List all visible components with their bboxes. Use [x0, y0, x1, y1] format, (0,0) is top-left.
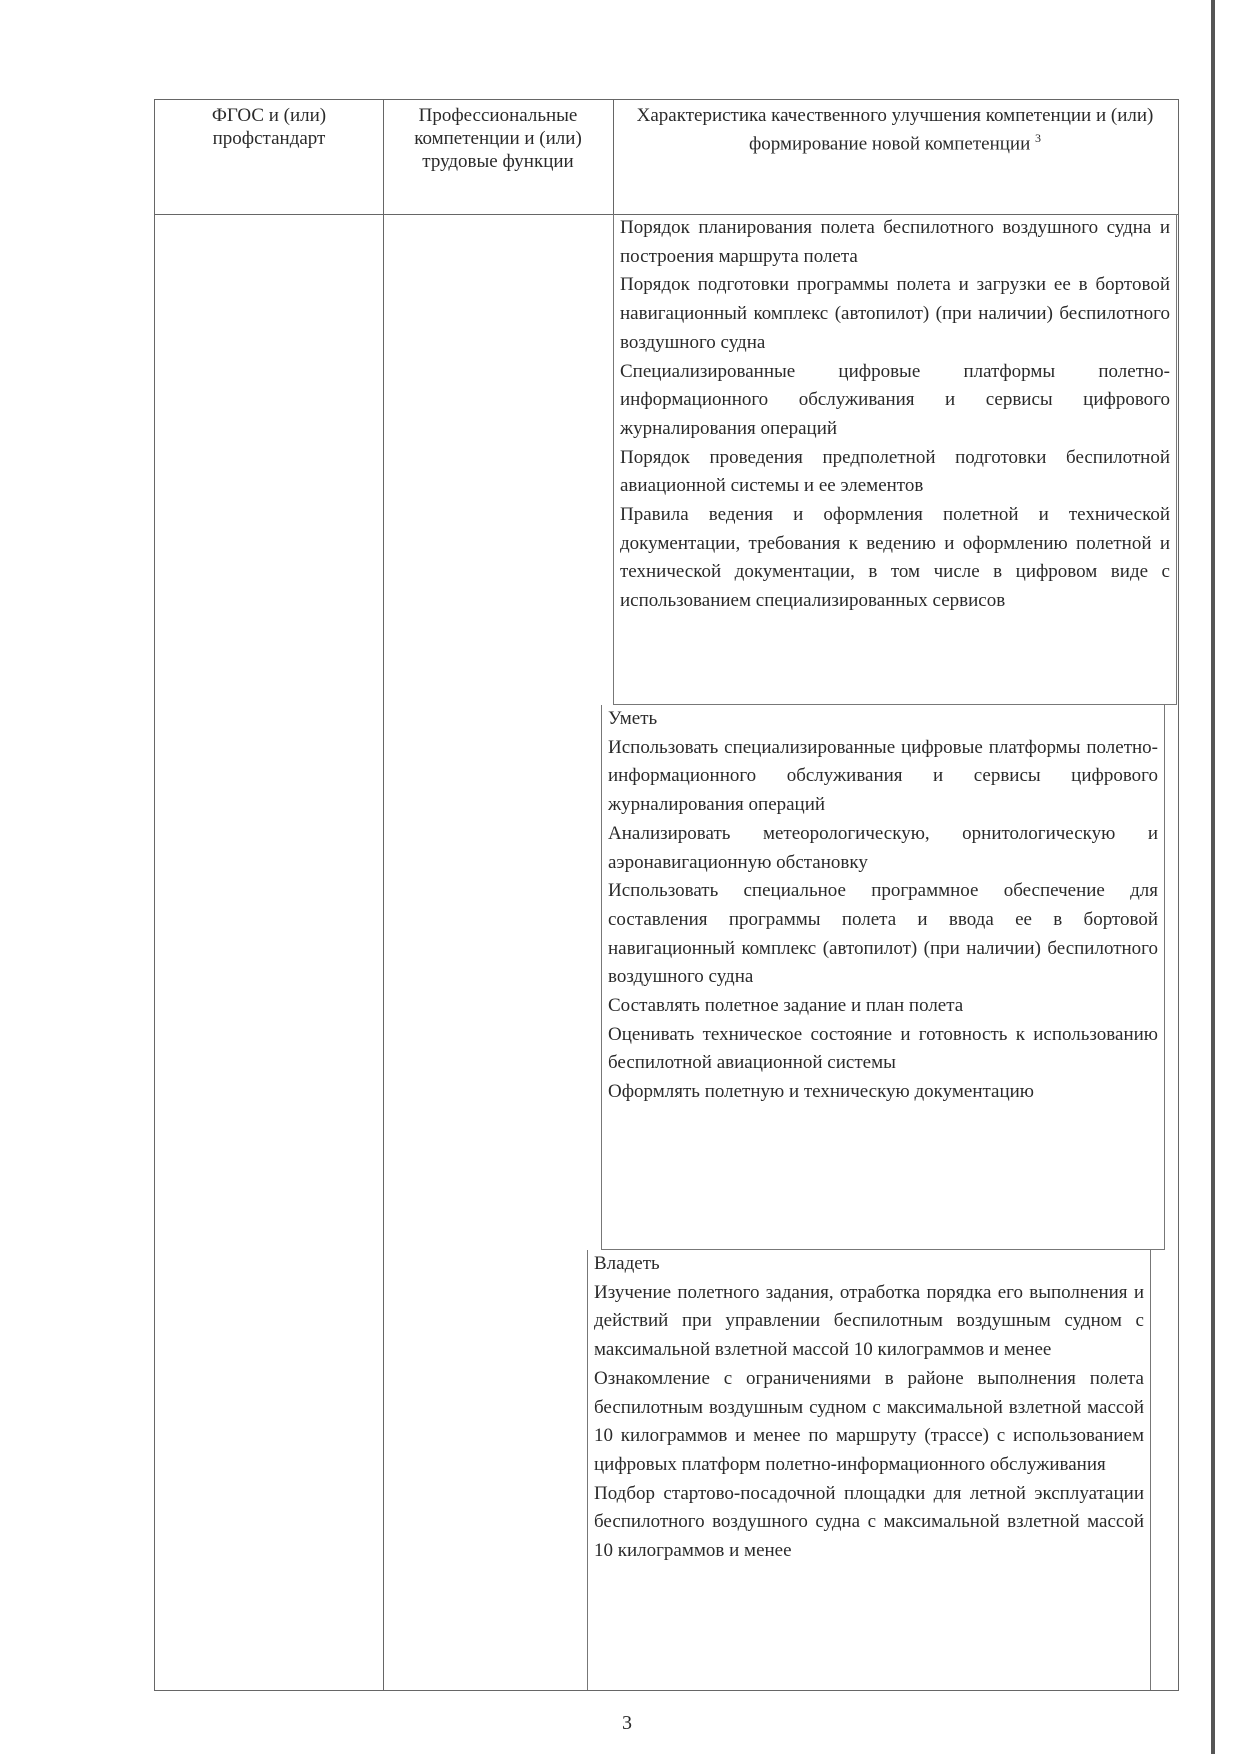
- header-characteristics: [625, 104, 1165, 155]
- own-item: Подбор стартово-посадочной площадки для летной эксплуатации беспилотного воздушного судна с максимальной взлетной массой 10 килограммов и менее: [594, 1482, 1144, 1562]
- skills-item: Оценивать техническое состояние и готовность к использованию беспилотной авиационной системы: [608, 1023, 1158, 1074]
- knowledge-item: Правила ведения и оформления полетной и технической документации, требования к ведению и оформлению полетной и технической документации, в том числе в цифровом виде с использованием специализированных сервисов: [620, 504, 1170, 612]
- column-divider: [613, 100, 614, 214]
- knowledge-item: Порядок проведения предполетной подготовки беспилотной авиационной системы и ее элементов: [620, 446, 1170, 497]
- header-fgos: ФГОС и (или) профстандарт: [211, 105, 327, 149]
- skills-item: Оформлять полетную и техническую документацию: [608, 1081, 1034, 1103]
- competency-table: [154, 99, 1179, 1691]
- skills-item: Использовать специальное программное обеспечение для составления программы полета и ввода ее в бортовой навигационный комплекс (автопилот) (при наличии) беспилотного воздушного судна: [608, 880, 1158, 988]
- skills-item: Составлять полетное задание и план полета: [608, 995, 964, 1017]
- page-number: 3: [622, 1712, 632, 1734]
- knowledge-item: Порядок планирования полета беспилотного воздушного судна и построения маршрута полета: [620, 217, 1170, 267]
- footnote-mark: 3: [1035, 131, 1041, 145]
- header-competencies: Профессиональные компетенции и (или) трудовые функции: [414, 105, 582, 172]
- header-characteristics-text: Характеристика качественного улучшения компетенции и (или) формирование новой компетенции: [636, 105, 1154, 155]
- knowledge-item: Специализированные цифровые платформы полетно-информационного обслуживания и сервисы цифрового журналирования операций: [620, 360, 1170, 439]
- scan-edge: [1211, 0, 1215, 1754]
- skills-title: Уметь: [608, 708, 658, 729]
- section-own: [587, 1250, 1151, 1690]
- column-divider: [383, 100, 384, 1690]
- skills-item: Использовать специализированные цифровые платформы полетно-информационного обслуживания и сервисы цифрового журналирования операций: [608, 736, 1158, 816]
- own-item: Ознакомление с ограничениями в районе выполнения полета беспилотным воздушным судном с максимальной взлетной массой 10 килограммов и менее по маршруту (трассе) с использованием цифровых платформ полетно-информационного обслуживания: [594, 1367, 1144, 1475]
- own-item: Изучение полетного задания, отработка порядка его выполнения и действий при управлении беспилотным воздушным судном с максимальной взлетной массой 10 килограммов и менее: [594, 1281, 1144, 1361]
- section-skills: [601, 705, 1165, 1250]
- section-knowledge: [613, 214, 1177, 705]
- own-title: Владеть: [594, 1253, 660, 1274]
- knowledge-item: Порядок подготовки программы полета и загрузки ее в бортовой навигационный комплекс (автопилот) (при наличии) беспилотного воздушного судна: [620, 274, 1170, 353]
- skills-item: Анализировать метеорологическую, орнитологическую и аэронавигационную обстановку: [608, 822, 1158, 873]
